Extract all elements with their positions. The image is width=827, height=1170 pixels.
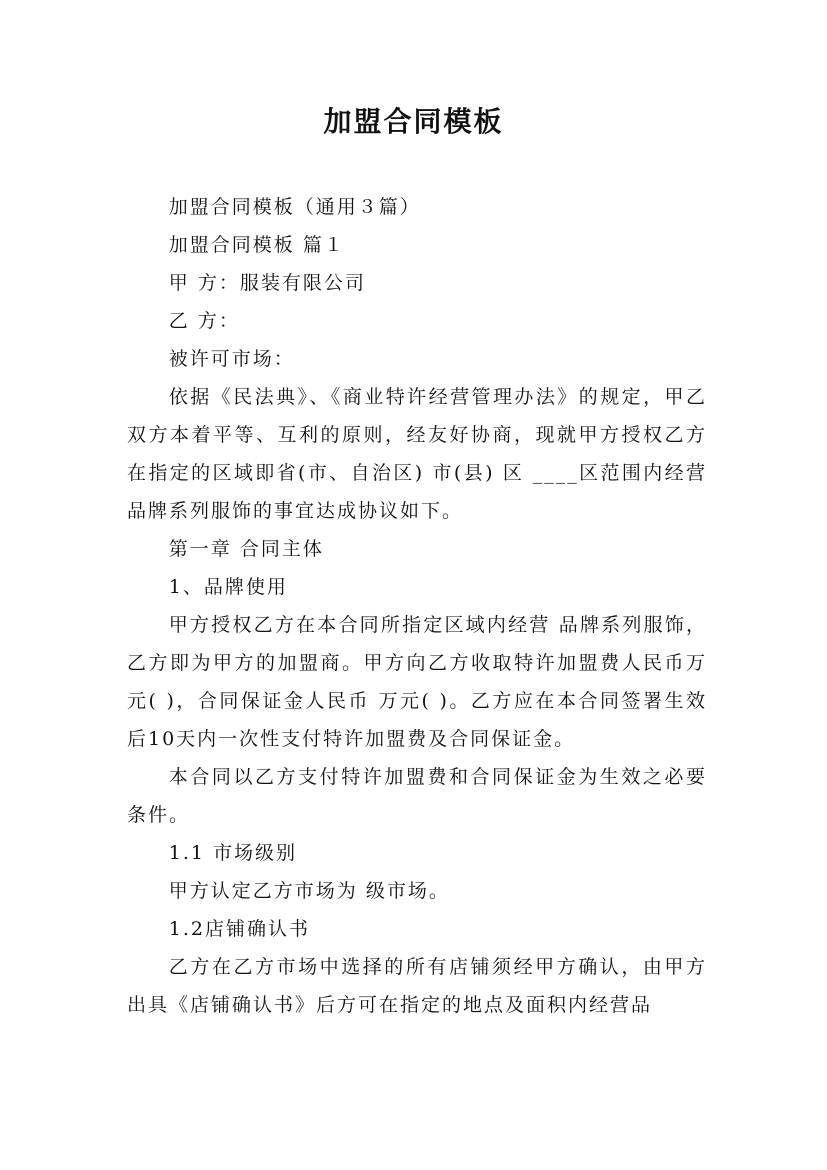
document-title: 加盟合同模板 <box>323 105 504 138</box>
paragraph-legal-basis: 依据《民法典》、《商业特许经营管理办法》的规定，甲乙双方本着平等、互利的原则，经友好协商，现就甲方授权乙方在指定的区域即省(市、自治区) 市(县) 区 ____区范围内经营品牌系列服饰的事宜达成协议如下。 <box>127 386 707 522</box>
paragraph-intro: 加盟合同模板（通用３篇） <box>168 196 421 218</box>
paragraph-store-confirmation-heading: 1.2店铺确认书 <box>168 918 311 940</box>
paragraph-chapter-one: 第一章 合同主体 <box>168 538 324 560</box>
paragraph-brand-usage: 1、品牌使用 <box>168 576 288 598</box>
paragraph-authorization: 甲方授权乙方在本合同所指定区域内经营 品牌系列服饰，乙方即为甲方的加盟商。甲方向乙方收取特许加盟费人民币万元( )，合同保证金人民币 万元( )。乙方应在本合同签署生效后10天内一次性支付特许加盟费及合同保证金。 <box>127 614 707 750</box>
paragraph-party-a: 甲 方：服装有限公司 <box>168 272 366 294</box>
paragraph-store-confirmation: 乙方在乙方市场中选择的所有店铺须经甲方确认，由甲方出具《店铺确认书》后方可在指定的地点及面积内经营品 <box>127 956 707 1016</box>
paragraph-party-b: 乙 方： <box>168 310 240 332</box>
paragraph-licensed-market: 被许可市场： <box>168 348 295 370</box>
paragraph-market-level-heading: 1.1 市场级别 <box>168 842 298 864</box>
paragraph-section-heading: 加盟合同模板 篇１ <box>168 234 345 256</box>
paragraph-effective-condition: 本合同以乙方支付特许加盟费和合同保证金为生效之必要条件。 <box>127 766 707 826</box>
document-body <box>127 188 707 1024</box>
paragraph-market-level: 甲方认定乙方市场为 级市场。 <box>168 880 450 902</box>
